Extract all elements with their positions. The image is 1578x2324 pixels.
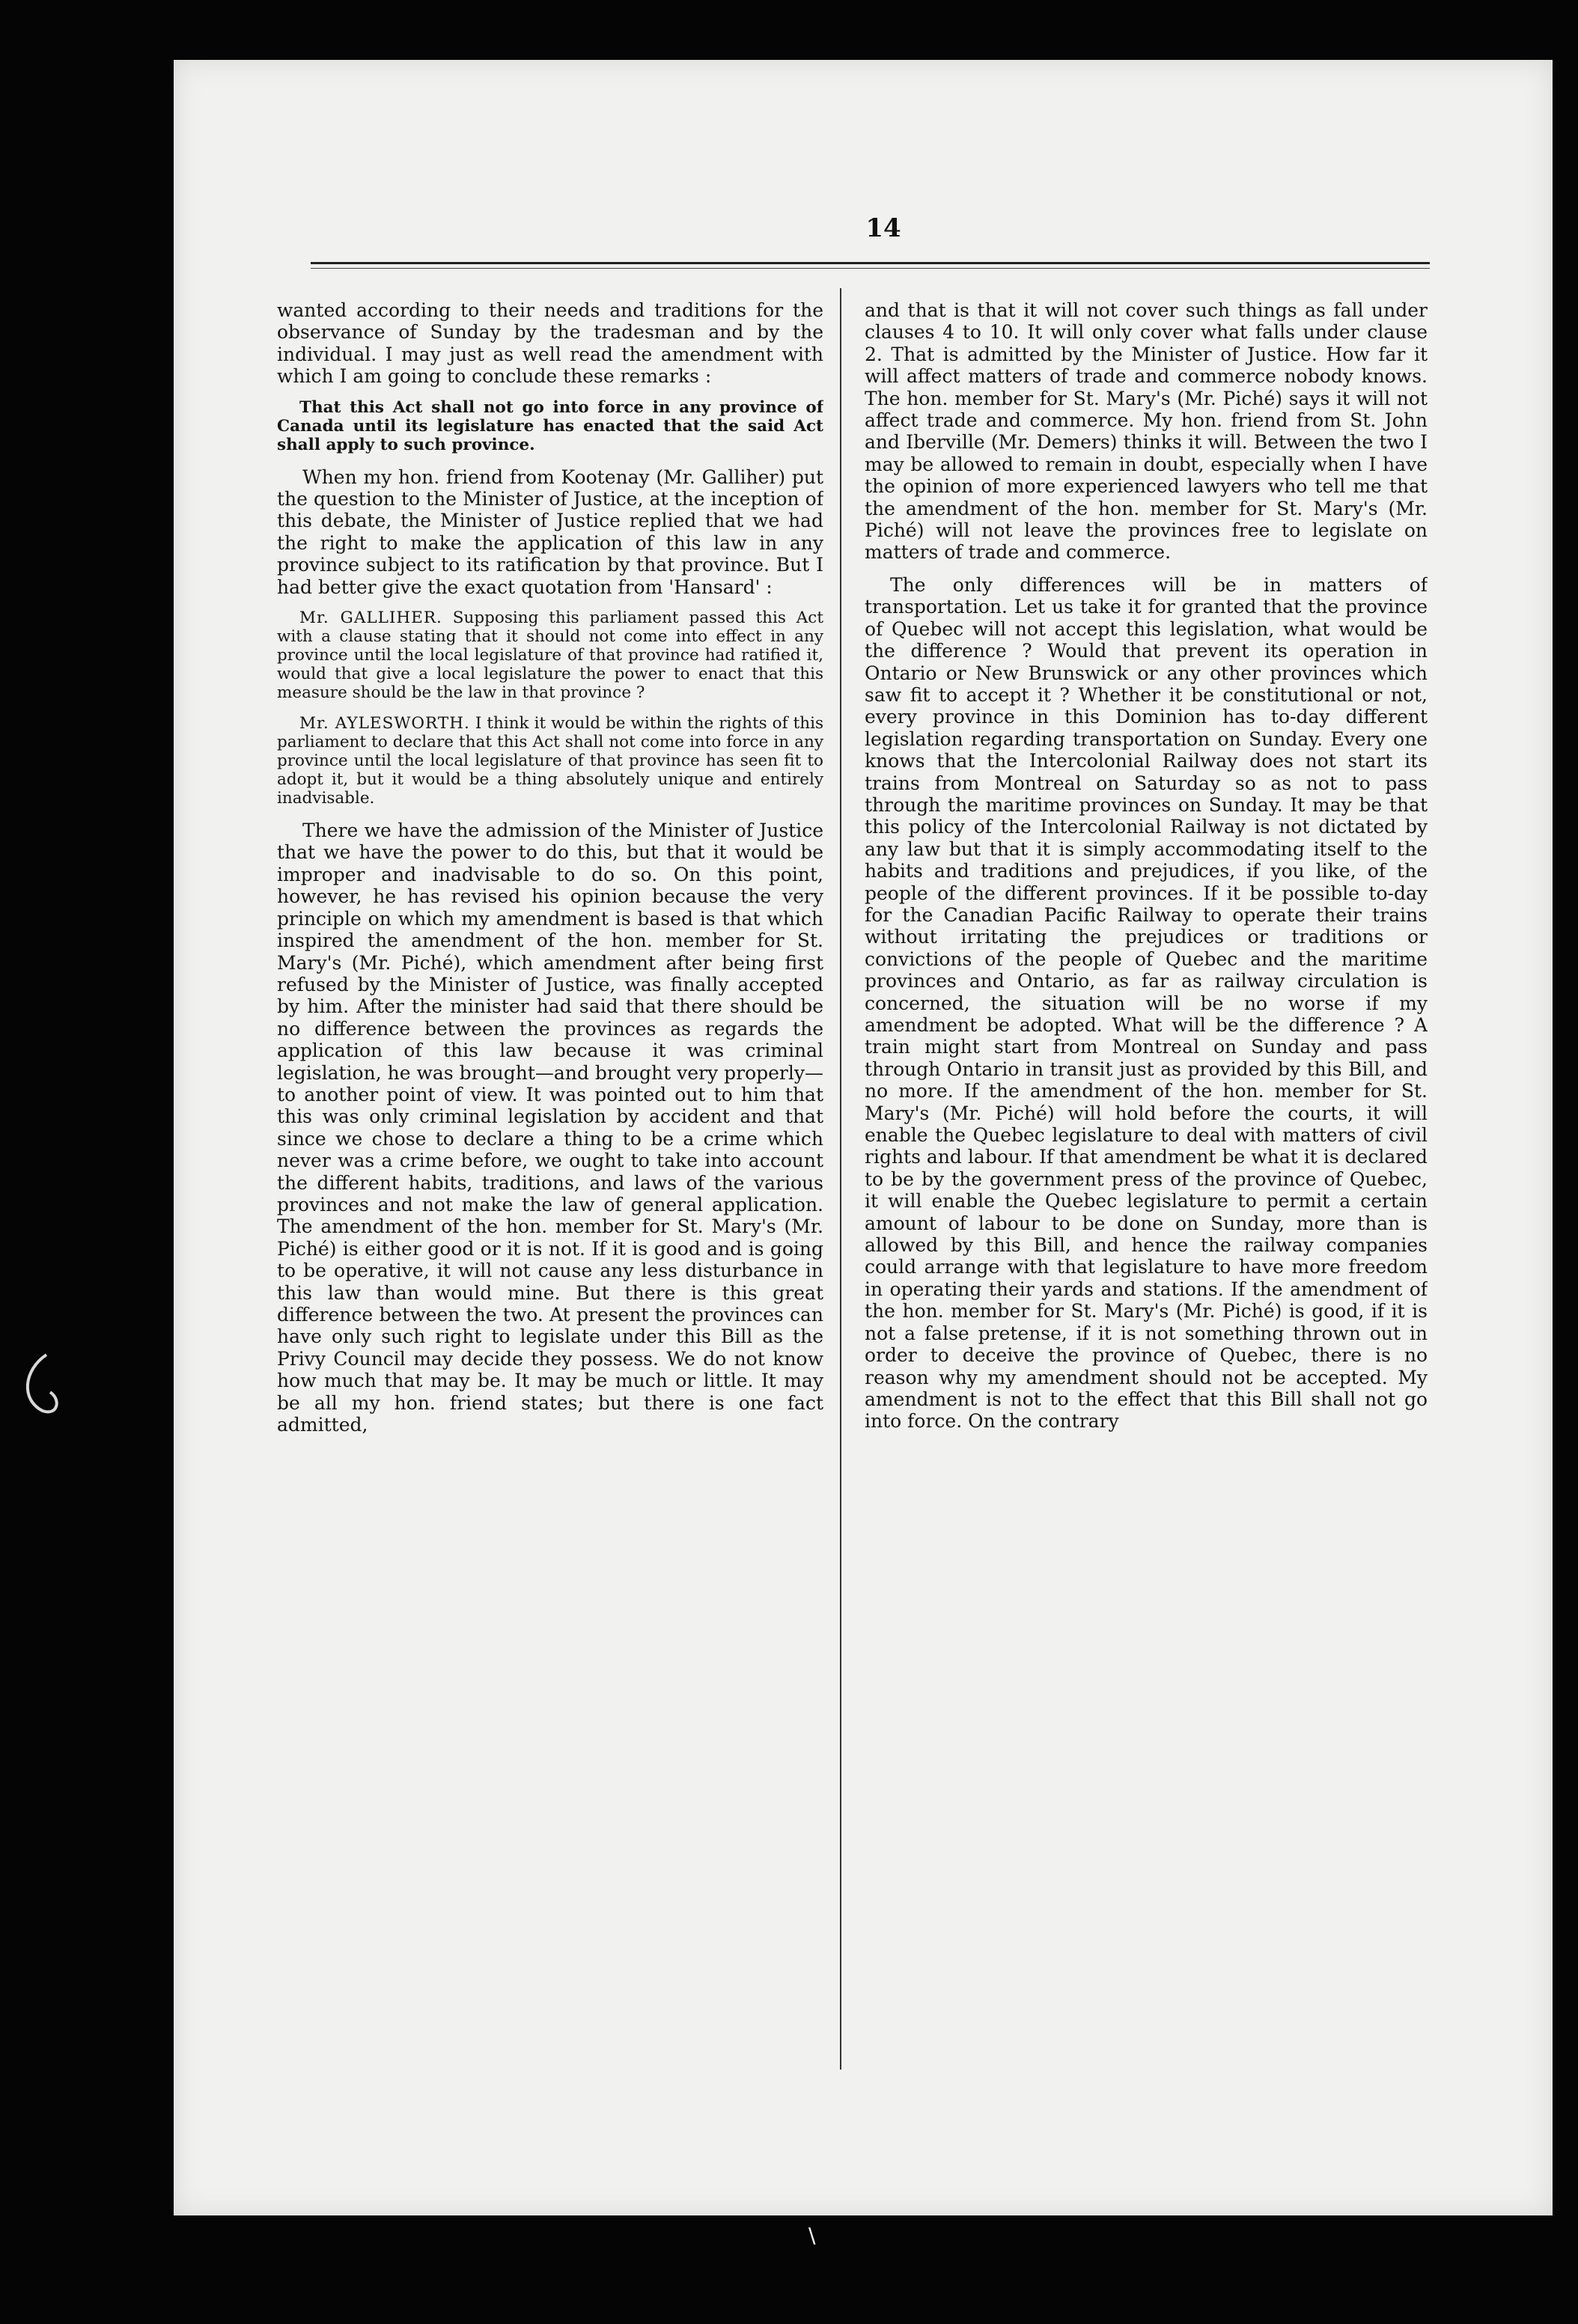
quote-text: I think it would be within the rights of this parliament to declare that this Act shall not come into force in any province until the local legislature of that province has seen fit to adopt it, but it would be a thing absolutely unique and entirely inadvisable.: [277, 714, 823, 808]
column-divider: [840, 288, 841, 2070]
right-column: [865, 299, 1428, 2066]
header-rule: [311, 262, 1430, 264]
page-number: 14: [865, 213, 901, 243]
header-rule-thin: [311, 268, 1430, 269]
speaker-name: Mr. GALLIHER.: [299, 609, 442, 628]
paragraph: wanted according to their needs and traditions for the observance of Sunday by the tradesman and by the individual. I may just as well read the amendment with which I am going to conclude these remarks :: [277, 299, 823, 388]
paragraph: The only differences will be in matters of transportation. Let us take it for granted that the province of Quebec will not accept this legislation, what would be the difference ? Would that prevent its operation in Ontario or New Brunswick or any other provinces which saw fit to accept it ? Whether it be constitutional or not, every province in this Dominion has to-day different legislation regarding transportation on Sunday. Every one knows that the Intercolonial Railway does not start its trains from Montreal on Saturday so as not to pass through the maritime provinces on Sunday. It may be that this policy of the Intercolonial Railway is not dictated by any law but that it is simply accommodating itself to the habits and traditions and prejudices, if you like, of the people of the different provinces. If it be possible to-day for the Canadian Pacific Railway to operate their trains without irritating the prejudices or traditions or convictions of the people of Quebec and the maritime provinces and Ontario, as far as railway circulation is concerned, the situation will be no worse if my amendment be adopted. What will be the difference ? A train might start from Montreal on Sunday and pass through Ontario in transit just as provided by this Bill, and no more. If the amendment of the hon. member for St. Mary's (Mr. Piché) will hold before the courts, it will enable the Quebec legislature to deal with matters of civil rights and labour. If that amendment be what it is declared to be by the government press of the province of Quebec, it will enable the Quebec legislature to permit a certain amount of labour to be done on Sunday, more than is allowed by this Bill, and hence the railway companies could arrange with that legislature to have more freedom in operating their yards and stations. If the amendment of the hon. member for St. Mary's (Mr. Piché) is good, if it is not a false pretense, if it is not something thrown out in order to deceive the province of Quebec, there is no reason why my amendment should not be accepted. My amendment is not to the effect that this Bill shall not go into force. On the contrary: [865, 573, 1428, 1433]
hansard-quote-aylesworth: [277, 714, 823, 808]
paragraph: and that is that it will not cover such things as fall under clauses 4 to 10. It will only cover what falls under clause 2. That is admitted by the Minister of Justice. How far it will affect matters of trade and commerce nobody knows. The hon. member for St. Mary's (Mr. Piché) says it will not affect trade and commerce. My hon. friend from St. John and Iberville (Mr. Demers) thinks it will. Between the two I may be allowed to remain in doubt, especially when I have the opinion of more experienced lawyers who tell me that the amendment of the hon. member for St. Mary's (Mr. Piché) will not leave the provinces free to legislate on matters of trade and commerce.: [865, 299, 1428, 564]
speaker-name: Mr. AYLESWORTH.: [299, 714, 470, 734]
hansard-quote-galliher: [277, 609, 823, 702]
bottom-mark: \: [808, 2223, 816, 2248]
paragraph: When my hon. friend from Kootenay (Mr. Galliher) put the question to the Minister of Justice, at the inception of this debate, the Minister of Justice replied that we had the right to make the application of this law in any province subject to its ratification by that province. But I had better give the exact quotation from 'Hansard' :: [277, 466, 823, 598]
amendment-quote: That this Act shall not go into force in any province of Canada until its legislature has enacted that the said Act shall apply to such province.: [277, 397, 823, 454]
scan-edge-mark: [16, 1347, 69, 1422]
paragraph: There we have the admission of the Minister of Justice that we have the power to do this, but that it would be improper and inadvisable to do so. On this point, however, he has revised his opinion because the very principle on which my amendment is based is that which inspired the amendment of the hon. member for St. Mary's (Mr. Piché), which amendment after being first refused by the Minister of Justice, was finally accepted by him. After the minister had said that there should be no difference between the provinces as regards the application of this law because it was criminal legislation, he was brought—and brought very properly—to another point of view. It was pointed out to him that this was only criminal legislation by accident and that since we chose to declare a thing to be a crime which never was a crime before, we ought to take into account the different habits, traditions, and laws of the various provinces and not make the law of general application. The amendment of the hon. member for St. Mary's (Mr. Piché) is either good or it is not. If it is good and is going to be operative, it will not cause any less disturbance in this law than would mine. But there is this great difference between the two. At present the provinces can have only such right to legislate under this Bill as the Privy Council may decide they possess. We do not know how much that may be. It may be much or little. It may be all my hon. friend states; but there is one fact admitted,: [277, 820, 823, 1436]
left-column: [277, 299, 823, 2066]
quote-text: Supposing this parliament passed this Act with a clause stating that it should not come into effect in any province until the local legislature of that province had ratified it, would that give a local legislature the power to enact that this measure should be the law in that province ?: [277, 609, 823, 703]
